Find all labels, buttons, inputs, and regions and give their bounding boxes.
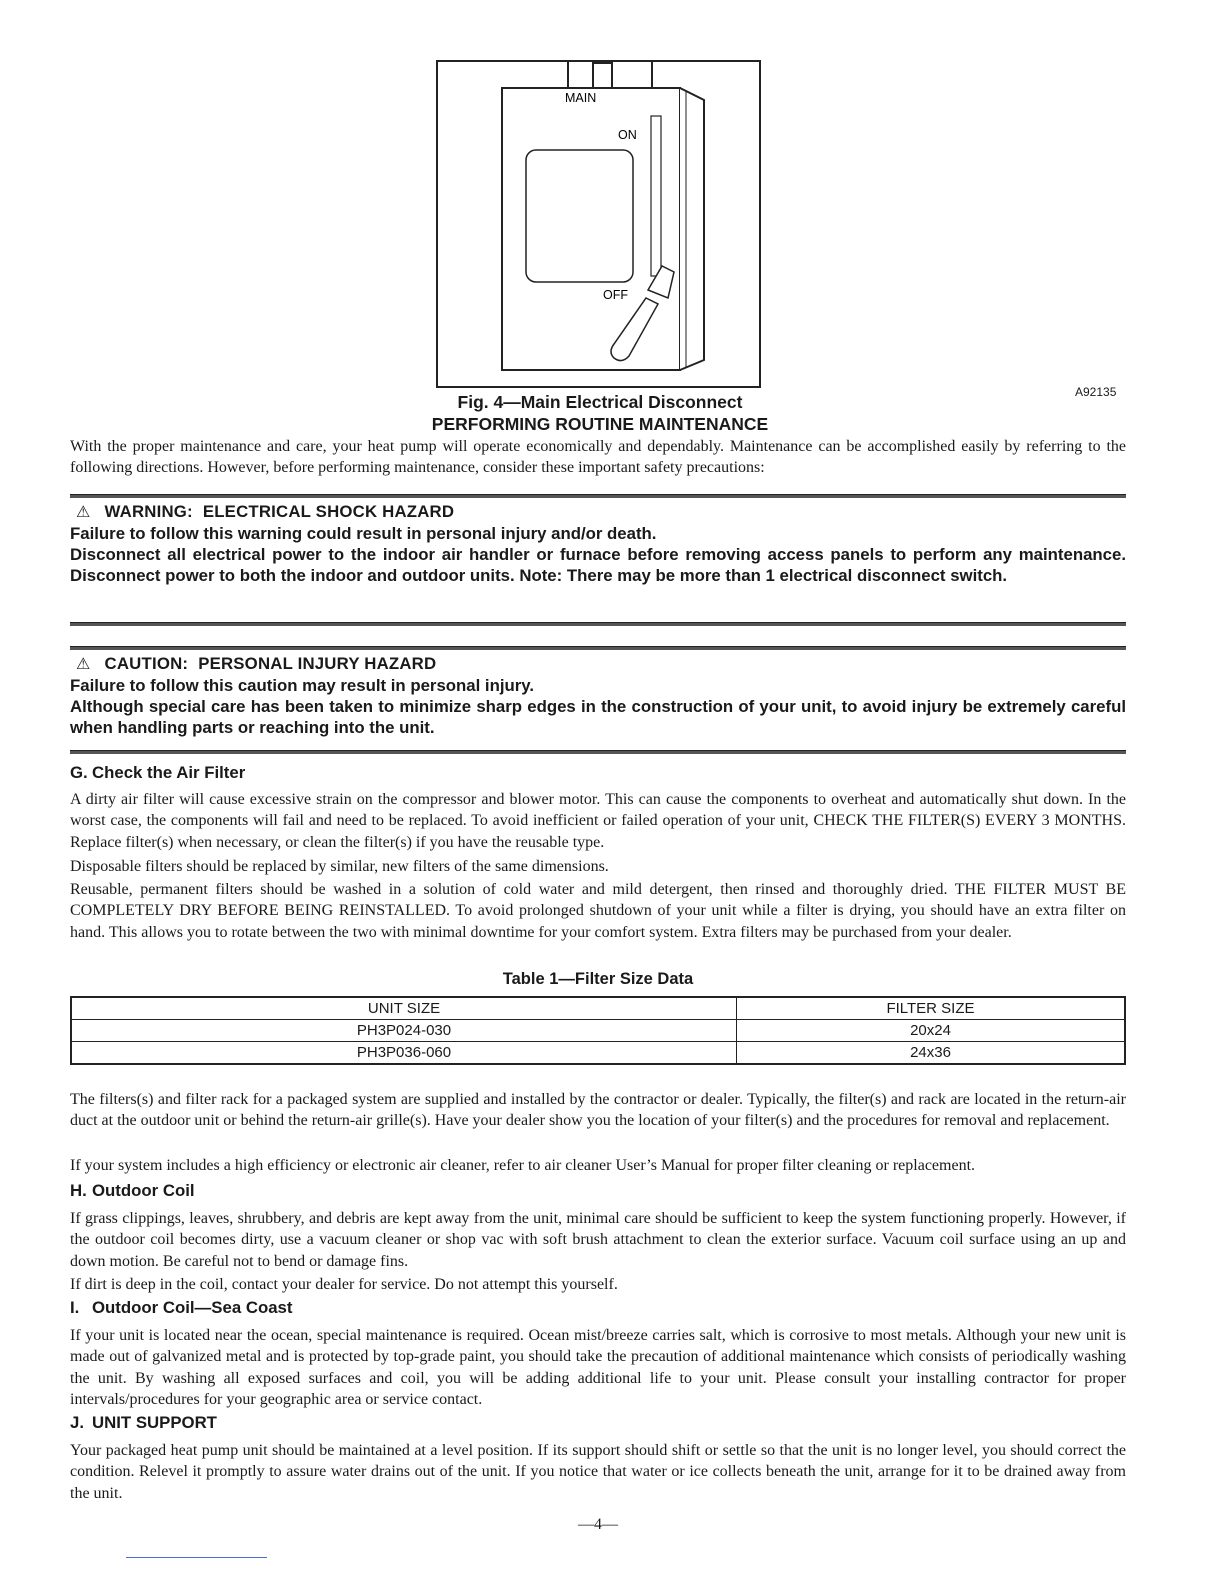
warning-triangle-icon: ⚠ <box>76 504 91 521</box>
table-header-unit-size: UNIT SIZE <box>71 997 737 1020</box>
main-label: MAIN <box>565 91 597 105</box>
table-row <box>71 1020 1125 1042</box>
table-cell-unit-size: PH3P036-060 <box>71 1042 737 1065</box>
section-i-title: Outdoor Coil—Sea Coast <box>92 1298 293 1317</box>
caution-line-2: Although special care has been taken to minimize sharp edges in the construction of your unit, to avoid injury be extremely careful when handling parts or reaching into the unit. <box>70 697 1126 737</box>
filter-size-table <box>70 996 1126 1065</box>
table-cell-filter-size: 24x36 <box>737 1042 1126 1065</box>
warning-line-1: Failure to follow this warning could result in personal injury and/or death. <box>70 524 657 543</box>
table-header-row <box>71 997 1125 1020</box>
section-j-letter: J. <box>70 1413 84 1432</box>
caution-label: CAUTION: <box>104 654 189 673</box>
off-label: OFF <box>603 288 628 302</box>
warning-top-rule <box>70 494 1126 498</box>
section-g-heading <box>70 763 245 783</box>
section-i-paragraph-1: If your unit is located near the ocean, special maintenance is required. Ocean mist/breeze carries salt, which is corrosive to most metals. Although your new unit is made out of galvanized metal and is protected by top-grade paint, you should take the precaution of additional maintenance which consists of periodically washing the unit. By washing all exposed surfaces and coil, you will be adding additional life to your unit. Please consult your installing contractor for proper intervals/procedures for your geographic area or service contact. <box>70 1327 1126 1408</box>
figure-code: A92135 <box>1075 385 1117 399</box>
caution-box <box>70 653 1126 738</box>
after-table-paragraph-1: The filters(s) and filter rack for a packaged system are supplied and installed by the contractor or dealer. Typically, the filter(s) and rack are located in the return-air duct at the outdoor unit or behind the return-air grille(s). Have your dealer show you the location of your filter(s) and the procedures for removal and replacement. <box>70 1091 1126 1130</box>
section-i-heading <box>70 1298 292 1318</box>
warning-title: ELECTRICAL SHOCK HAZARD <box>202 502 455 521</box>
on-label: ON <box>618 128 637 142</box>
section-g-letter: G. <box>70 763 88 782</box>
section-j-title: UNIT SUPPORT <box>92 1413 217 1432</box>
warning-bottom-rule <box>70 622 1126 626</box>
section-j-heading <box>70 1413 217 1433</box>
table-row <box>71 1042 1125 1065</box>
section-g-paragraph-2: Disposable filters should be replaced by similar, new filters of the same dimensions. <box>70 858 609 875</box>
table-header-filter-size: FILTER SIZE <box>737 997 1126 1020</box>
warning-line-2: Disconnect all electrical power to the indoor air handler or furnace before removing access panels to perform any maintenance. Disconnect power to both the indoor and outdoor units. Note: There may be more than 1 electrical disconnect switch. <box>70 545 1126 585</box>
warning-label: WARNING: <box>104 502 193 521</box>
caution-bottom-rule <box>70 750 1126 754</box>
section-j-paragraph-1: Your packaged heat pump unit should be maintained at a level position. If its support should shift or settle so that the unit is no longer level, you should correct the condition. Relevel it promptly to assure water drains out of the unit. If you notice that water or ice collects beneath the unit, arrange for it to be drained away from the unit. <box>70 1442 1126 1502</box>
section-g-title: Check the Air Filter <box>92 763 246 782</box>
section-h-letter: H. <box>70 1181 87 1200</box>
section-title: PERFORMING ROUTINE MAINTENANCE <box>431 414 769 434</box>
table-cell-unit-size: PH3P024-030 <box>71 1020 737 1042</box>
intro-paragraph: With the proper maintenance and care, your heat pump will operate economically and dependably. Maintenance can be accomplished easily by referring to the following directions. However, before performing maintenance, consider these important safety precautions: <box>70 438 1126 477</box>
section-g-paragraph-3: Reusable, permanent filters should be washed in a solution of cold water and mild detergent, then rinsed and thoroughly dried. THE FILTER MUST BE COMPLETELY DRY BEFORE BEING REINSTALLED. To avoid prolonged shutdown of your unit while a filter is drying, you should have an extra filter on hand. This allows you to rotate between the two with minimal downtime for your comfort system. Extra filters may be purchased from your dealer. <box>70 881 1126 941</box>
section-h-title: Outdoor Coil <box>92 1181 195 1200</box>
section-i-letter: I. <box>70 1298 80 1317</box>
page-number: —4— <box>578 1516 618 1533</box>
footer-link-line <box>126 1557 267 1558</box>
table-title: Table 1—Filter Size Data <box>502 970 694 988</box>
caution-triangle-icon: ⚠ <box>76 656 91 673</box>
caution-line-1: Failure to follow this caution may result in personal injury. <box>70 676 535 695</box>
after-table-paragraph-2: If your system includes a high efficiency or electronic air cleaner, refer to air cleaner User’s Manual for proper filter cleaning or replacement. <box>70 1157 976 1174</box>
caution-top-rule <box>70 646 1126 650</box>
warning-box <box>70 501 1126 586</box>
main-disconnect-figure <box>436 60 761 388</box>
figure-caption: Fig. 4—Main Electrical Disconnect <box>457 392 743 412</box>
section-h-heading <box>70 1181 195 1201</box>
section-h-paragraph-2: If dirt is deep in the coil, contact your dealer for service. Do not attempt this yourself. <box>70 1276 618 1293</box>
table-cell-filter-size: 20x24 <box>737 1020 1126 1042</box>
section-h-paragraph-1: If grass clippings, leaves, shrubbery, and debris are kept away from the unit, minimal care should be sufficient to keep the system functioning properly. However, if the outdoor coil becomes dirty, use a vacuum cleaner or shop vac with soft brush attachment to clean the exterior surface. Vacuum coil surface using an up and down motion. Be careful not to bend or damage fins. <box>70 1210 1126 1270</box>
caution-title: PERSONAL INJURY HAZARD <box>198 654 437 673</box>
section-g-paragraph-1: A dirty air filter will cause excessive strain on the compressor and blower motor. This can cause the components to overheat and automatically shut down. In the worst case, the components will fail and need to be replaced. To avoid inefficient or failed operation of your unit, CHECK THE FILTER(S) EVERY 3 MONTHS. Replace filter(s) when necessary, or clean the filter(s) if you have the reusable type. <box>70 791 1126 851</box>
